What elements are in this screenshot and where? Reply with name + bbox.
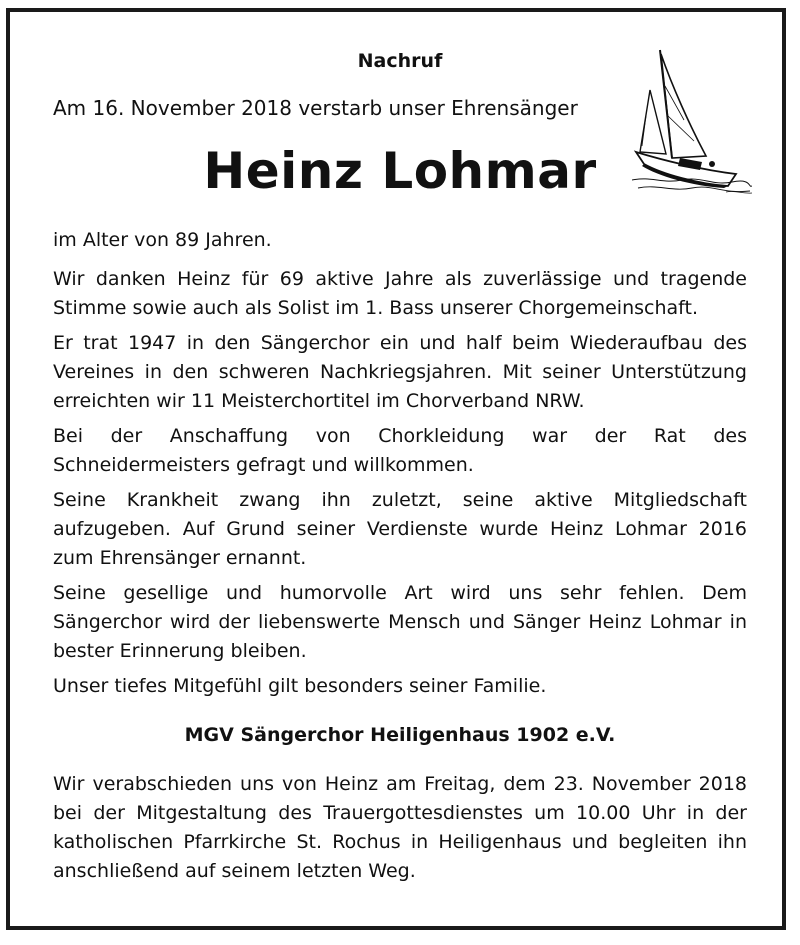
paragraph-condolence: Unser tiefes Mitgefühl gilt besonders seiner Familie. [53, 675, 547, 697]
notice-body [53, 226, 747, 892]
sailboat-icon [632, 46, 752, 196]
paragraph-history: Er trat 1947 in den Sängerchor ein und half beim Wiederaufbau des Vereines in den schweren Nachkriegsjahren. Mit seiner Unterstützung erreichten wir 11 Meisterchortitel im Chorverband NRW. [53, 332, 747, 412]
notice-heading: Nachruf [357, 50, 443, 72]
intro-line: Am 16. November 2018 verstarb unser Ehrensänger [53, 96, 578, 120]
paragraph-character: Seine gesellige und humorvolle Art wird uns sehr fehlen. Dem Sängerchor wird der liebenswerte Mensch und Sänger Heinz Lohmar in bester Erinnerung bleiben. [53, 582, 747, 662]
deceased-name: Heinz Lohmar [203, 142, 597, 200]
organization-name: MGV Sängerchor Heiligenhaus 1902 e.V. [184, 724, 616, 746]
paragraph-gratitude: Wir danken Heinz für 69 aktive Jahre als zuverlässige und tragende Stimme sowie auch als Solist im 1. Bass unserer Chorgemeinschaft. [53, 268, 747, 319]
paragraph-funeral: Wir verabschieden uns von Heinz am Freitag, dem 23. November 2018 bei der Mitgestaltung des Trauergottesdienstes um 10.00 Uhr in der katholischen Pfarrkirche St. Rochus in Heiligenhaus und begleiten ihn anschließend auf seinem letzten Weg. [53, 773, 747, 882]
age-line: im Alter von 89 Jahren. [53, 229, 272, 251]
paragraph-illness: Seine Krankheit zwang ihn zuletzt, seine aktive Mitgliedschaft aufzugeben. Auf Grund seiner Verdienste wurde Heinz Lohmar 2016 zum Ehrensänger ernannt. [53, 489, 747, 569]
paragraph-tailor: Bei der Anschaffung von Chorkleidung war der Rat des Schneidermeisters gefragt und willkommen. [53, 425, 747, 476]
